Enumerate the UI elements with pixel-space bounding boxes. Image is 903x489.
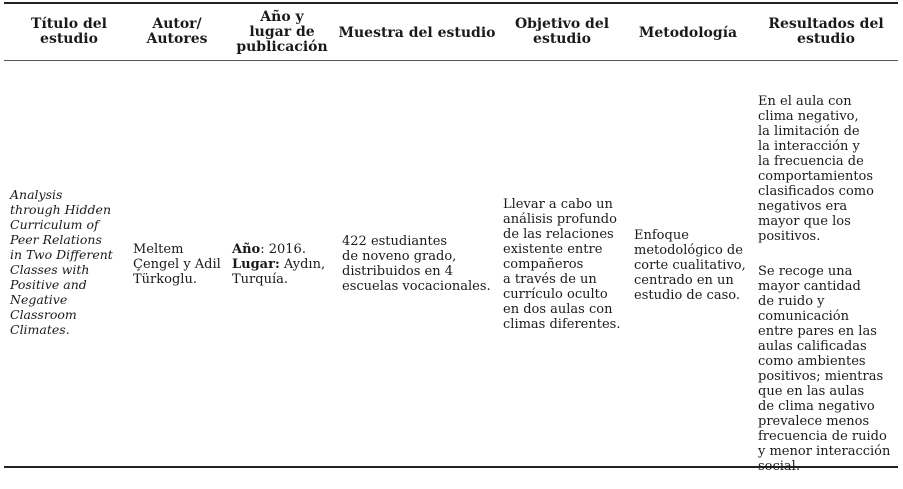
cell-metodologia: Enfoque metodológico de corte cualitativo, centrado en un estudio de caso. bbox=[634, 228, 746, 303]
anio-value: : 2016. bbox=[260, 242, 306, 257]
table-top-rule bbox=[4, 2, 898, 4]
cell-objetivo: Llevar a cabo un análisis profundo de las relaciones existente entre compañeros a través de un currículo oculto en dos aulas con climas diferentes. bbox=[503, 197, 621, 332]
lugar-value: Aydın, Turquía. bbox=[232, 257, 326, 287]
cell-autor: Meltem Çengel y Adil Türkoglu. bbox=[133, 242, 221, 287]
cell-anio-lugar bbox=[232, 242, 336, 287]
header-metodologia: Metodología bbox=[638, 25, 738, 41]
header-titulo: Título del estudio bbox=[31, 16, 107, 47]
cell-titulo: Analysis through Hidden Curriculum of Peer Relations in Two Different Classes with Positive and Negative Classroom Climates. bbox=[10, 187, 113, 337]
header-objetivo: Objetivo del estudio bbox=[514, 16, 610, 47]
header-anio-lugar: Año y lugar de publicación bbox=[236, 9, 328, 55]
resultados-parrafo-1: En el aula con clima negativo, la limitación de la interacción y la frecuencia de comportamientos clasificados como negativos era mayor que los positivos. bbox=[758, 94, 874, 244]
resultados-parrafo-2: Se recoge una mayor cantidad de ruido y comunicación entre pares en las aulas calificadas como ambientes positivos; mientras que en las aulas de clima negativo prevalece menos frecuencia de ruido y menor interacción social. bbox=[758, 264, 891, 474]
anio-label: Año bbox=[232, 242, 261, 257]
cell-muestra: 422 estudiantes de noveno grado, distribuidos en 4 escuelas vocacionales. bbox=[342, 234, 491, 294]
header-rule bbox=[4, 60, 898, 61]
header-autor: Autor/ Autores bbox=[146, 16, 208, 47]
header-muestra: Muestra del estudio bbox=[338, 25, 496, 41]
lugar-label: Lugar: bbox=[232, 257, 280, 272]
header-resultados: Resultados del estudio bbox=[768, 16, 884, 47]
cell-resultados bbox=[758, 79, 900, 489]
